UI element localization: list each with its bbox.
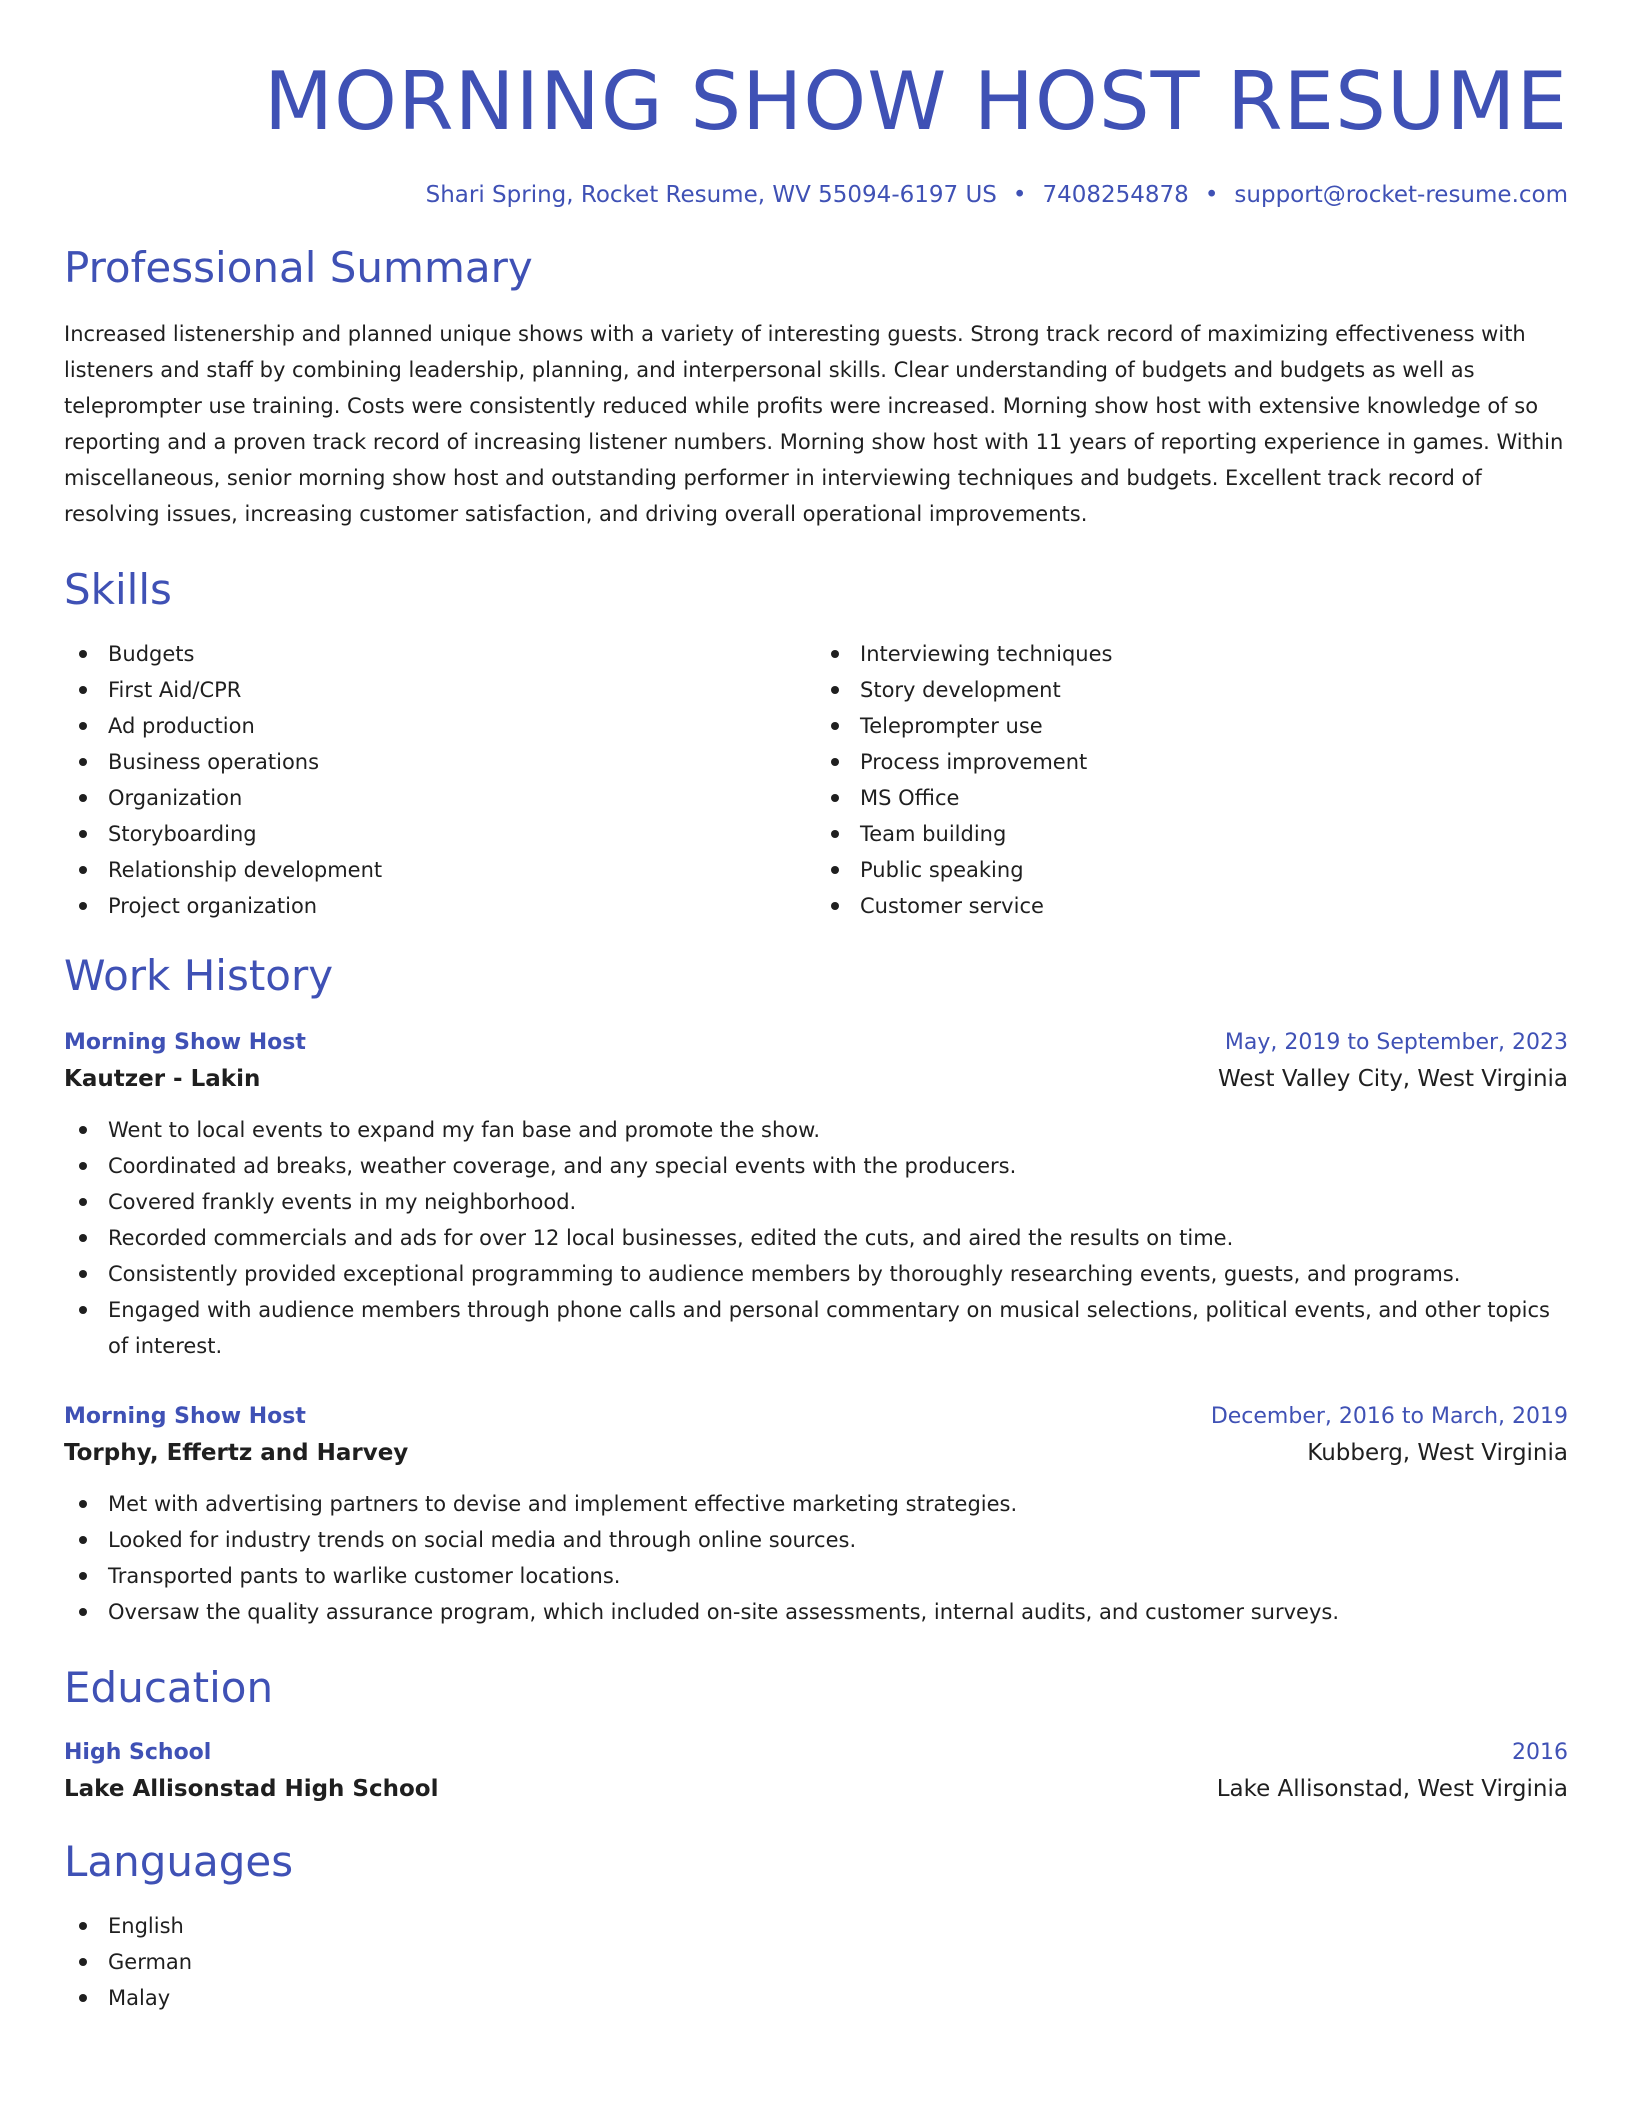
language-item: German (64, 1944, 1568, 1980)
job-company: Kautzer - Lakin (64, 1066, 261, 1092)
job-header-row (64, 1026, 1568, 1060)
contact-separator: • (1204, 182, 1219, 208)
skill-item: Interviewing techniques (816, 636, 1568, 672)
job-company-row (64, 1060, 1568, 1098)
skills-heading: Skills (64, 565, 172, 614)
skills-column-right (816, 636, 1568, 924)
job-duty: Looked for industry trends on social media and through online sources. (64, 1522, 1568, 1558)
skill-item: MS Office (816, 780, 1568, 816)
job-duty: Covered frankly events in my neighborhood. (64, 1184, 1568, 1220)
skill-item: Business operations (64, 744, 816, 780)
job-entry (64, 1400, 1568, 1630)
job-duty: Met with advertising partners to devise and implement effective marketing strategies. (64, 1486, 1568, 1522)
job-header-row (64, 1400, 1568, 1434)
job-location: Kubberg, West Virginia (1307, 1440, 1568, 1466)
skill-item: Story development (816, 672, 1568, 708)
education-year: 2016 (1512, 1740, 1568, 1765)
skill-item: Relationship development (64, 852, 816, 888)
skills-column-left (64, 636, 816, 924)
work-history-heading: Work History (64, 951, 334, 1000)
contact-address: Shari Spring, Rocket Resume, WV 55094-6197 US (425, 182, 997, 208)
skill-item: Ad production (64, 708, 816, 744)
education-degree: High School (64, 1740, 212, 1765)
job-duty: Coordinated ad breaks, weather coverage, and any special events with the producers. (64, 1148, 1568, 1184)
job-duty: Transported pants to warlike customer locations. (64, 1558, 1568, 1594)
job-duties (64, 1486, 1568, 1630)
skill-item: Budgets (64, 636, 816, 672)
job-location: West Valley City, West Virginia (1217, 1066, 1568, 1092)
education-location: Lake Allisonstad, West Virginia (1216, 1776, 1568, 1802)
contact-separator: • (1012, 182, 1027, 208)
skill-item: Organization (64, 780, 816, 816)
job-duty: Went to local events to expand my fan base and promote the show. (64, 1112, 1568, 1148)
skill-item: Teleprompter use (816, 708, 1568, 744)
job-company-row (64, 1434, 1568, 1472)
job-duty: Consistently provided exceptional programming to audience members by thoroughly researching events, guests, and programs. (64, 1256, 1568, 1292)
education-school: Lake Allisonstad High School (64, 1776, 439, 1802)
languages-heading: Languages (64, 1837, 294, 1886)
skills-list (64, 636, 1568, 924)
summary-text: Increased listenership and planned unique shows with a variety of interesting guests. Strong track record of maximizing effectiveness with listeners and staff by combining leadership, planning, and interpersonal skills. Clear understanding of budgets and budgets as well as teleprompter use training. Costs were consistently reduced while profits were increased. Morning show host with extensive knowledge of so reporting and a proven track record of increasing listener numbers. Morning show host with 11 years of reporting experience in games. Within miscellaneous, senior morning show host and outstanding performer in interviewing techniques and budgets. Excellent track record of resolving issues, increasing customer satisfaction, and driving overall operational improvements. (64, 322, 1564, 526)
education-header-row (64, 1736, 1568, 1770)
job-duties (64, 1112, 1568, 1364)
language-item: Malay (64, 1980, 1568, 2016)
education-entry (64, 1736, 1568, 1808)
resume-title: MORNING SHOW HOST RESUME (264, 55, 1568, 148)
skill-item: Customer service (816, 888, 1568, 924)
skill-item: Storyboarding (64, 816, 816, 852)
job-duty: Oversaw the quality assurance program, which included on-site assessments, internal audits, and customer surveys. (64, 1594, 1568, 1630)
job-title: Morning Show Host (64, 1404, 306, 1429)
language-item: English (64, 1908, 1568, 1944)
skill-item: Public speaking (816, 852, 1568, 888)
skill-item: Process improvement (816, 744, 1568, 780)
skill-item: Team building (816, 816, 1568, 852)
job-dates: May, 2019 to September, 2023 (1224, 1030, 1568, 1055)
job-duty: Recorded commercials and ads for over 12 local businesses, edited the cuts, and aired the results on time. (64, 1220, 1568, 1256)
summary-heading: Professional Summary (64, 243, 533, 292)
job-company: Torphy, Effertz and Harvey (64, 1440, 409, 1466)
languages-list (64, 1908, 1568, 2016)
job-entry (64, 1026, 1568, 1364)
contact-email: support@rocket-resume.com (1234, 182, 1568, 208)
job-title: Morning Show Host (64, 1030, 306, 1055)
job-dates: December, 2016 to March, 2019 (1210, 1404, 1568, 1429)
contact-line (64, 180, 1568, 210)
education-school-row (64, 1770, 1568, 1808)
job-duty: Engaged with audience members through phone calls and personal commentary on musical selections, political events, and other topics of interest. (64, 1292, 1568, 1364)
skill-item: Project organization (64, 888, 816, 924)
contact-phone: 7408254878 (1042, 182, 1189, 208)
education-heading: Education (64, 1663, 274, 1712)
skill-item: First Aid/CPR (64, 672, 816, 708)
